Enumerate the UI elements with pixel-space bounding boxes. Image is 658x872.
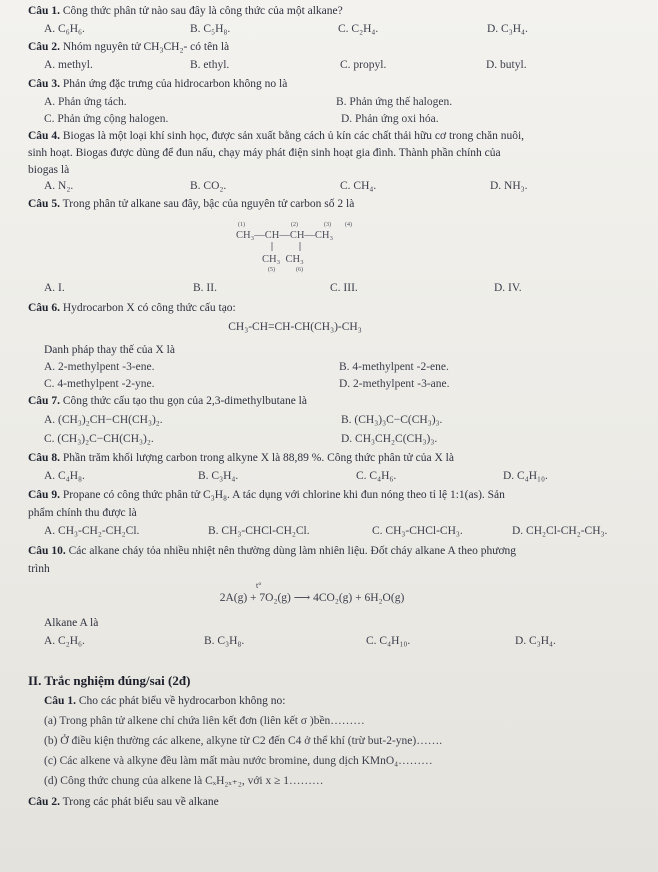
question-text: Hydrocarbon X có công thức cấu tạo: [62,302,236,314]
carbon-number-5: (5) [268,267,275,273]
question-label: Câu 1. [44,695,76,707]
q6-option-d[interactable]: D. 2-methylpent -3-ane. [339,378,450,390]
q6-option-a[interactable]: A. 2-methylpent -3-ene. [44,361,155,373]
q4-option-d[interactable]: D. NH₃. [490,180,528,192]
q3-option-d[interactable]: D. Phản ứng oxi hóa. [341,113,439,125]
question-label: Câu 1. [28,5,60,17]
question-7 [28,395,307,408]
q7-option-c[interactable]: C. (CH₃)₂C−CH(CH₃)₂. [44,433,154,445]
q7-option-a[interactable]: A. (CH₃)₂CH−CH(CH₃)₂. [44,414,163,426]
q1-option-b[interactable]: B. C₅H₈. [190,23,231,35]
question-text-line-3: biogas là [28,164,70,176]
statement-b[interactable]: (b) Ở điều kiện thường các alkene, alkyne từ C2 đến C4 ở thể khí (trừ but-2-yne)……. [44,735,443,747]
q8-option-b[interactable]: B. C₃H₄. [198,470,239,482]
question-label: Câu 4. [28,130,60,142]
statement-c[interactable]: (c) Các alkene và alkyne đều làm mất màu nước bromine, dung dịch KMnO₄……… [44,755,433,767]
question-text-line-1: Các alkane cháy tỏa nhiều nhiệt nên thường dùng làm nhiên liệu. Đốt cháy alkane A theo phương [68,545,517,557]
q10-option-b[interactable]: B. C₃H₈. [204,635,245,647]
q4-option-b[interactable]: B. CO₂. [190,180,227,192]
question-text: Phần trăm khối lượng carbon trong alkyne X là 88,89 %. Công thức phân tử của X là [62,452,454,464]
question-6 [28,302,236,315]
section-2-question-1 [44,695,285,708]
q5-option-b[interactable]: B. II. [193,282,217,294]
q5-option-d[interactable]: D. IV. [494,282,522,294]
q4-option-a[interactable]: A. N₂. [44,180,74,192]
question-label: Câu 2. [28,41,60,53]
question-10 [28,545,516,558]
question-text: Trong các phát biểu sau về alkane [62,796,219,808]
combustion-equation: 2A(g) + 7O₂(g) ⟶ 4CO₂(g) + 6H₂O(g) [219,592,405,604]
q10-option-d[interactable]: D. C₃H₄. [515,635,556,647]
q1-option-a[interactable]: A. C₆H₆. [44,23,85,35]
q9-option-a[interactable]: A. CH₃-CH₂-CH₂Cl. [44,525,140,537]
question-label: Câu 8. [28,452,60,464]
statement-d[interactable]: (d) Công thức chung của alkene là CₓH₂ₓ₊₂, với x ≥ 1……… [44,775,324,787]
question-label: Câu 2. [28,796,60,808]
carbon-number-1: (1) [238,222,245,228]
question-text: Công thức cấu tạo thu gọn của 2,3-dimethylbutane là [62,395,307,407]
structural-formula: CH₃-CH=CH-CH(CH₃)-CH₃ [228,321,362,333]
question-label: Câu 3. [28,78,60,90]
reaction-condition-label: t° [256,581,262,590]
q1-option-d[interactable]: D. C₃H₄. [487,23,528,35]
question-label: Câu 10. [28,545,66,557]
question-label: Câu 5. [28,198,60,210]
question-text: Công thức phân tử nào sau đây là công thức của một alkane? [62,5,343,17]
q10-option-c[interactable]: C. C₄H₁₀. [366,635,411,647]
q2-option-a[interactable]: A. methyl. [44,59,93,71]
q3-option-a[interactable]: A. Phản ứng tách. [44,96,127,108]
question-text: Cho các phát biểu về hydrocarbon không no: [78,695,286,707]
question-text-line-1: Biogas là một loại khí sinh học, được sản xuất bằng cách ủ kín các chất thải hữu cơ trong chăn nuôi, [62,130,525,142]
q7-option-d[interactable]: D. CH₃CH₂C(CH₃)₃. [341,433,438,445]
structure-branches: CH₃ CH₃ [262,254,304,265]
q9-option-b[interactable]: B. CH₃-CHCl-CH₂Cl. [208,525,310,537]
question-text: Trong phân tử alkane sau đây, bậc của nguyên tử carbon số 2 là [62,198,355,210]
q5-option-c[interactable]: C. III. [330,282,358,294]
question-label: Câu 6. [28,302,60,314]
q6-option-b[interactable]: B. 4-methylpent -2-ene. [339,361,449,373]
q8-option-c[interactable]: C. C₄H₆. [356,470,397,482]
q3-option-c[interactable]: C. Phản ứng cộng halogen. [44,113,169,125]
section-2-question-2 [28,796,219,809]
q2-option-d[interactable]: D. butyl. [486,59,527,71]
q8-option-d[interactable]: D. C₄H₁₀. [503,470,548,482]
q10-option-a[interactable]: A. C₂H₆. [44,635,85,647]
carbon-number-6: (6) [296,267,303,273]
q1-option-c[interactable]: C. C₂H₄. [338,23,379,35]
q8-option-a[interactable]: A. C₄H₈. [44,470,85,482]
q7-option-b[interactable]: B. (CH₃)₃C−C(CH₃)₃. [341,414,443,426]
q9-option-c[interactable]: C. CH₃-CHCl-CH₃. [372,525,463,537]
question-8 [28,452,454,465]
question-label: Câu 7. [28,395,60,407]
question-label: Câu 9. [28,489,60,501]
question-text-line-1: Propane có công thức phân tử C₃H₈. A tác dụng với chlorine khi đun nóng theo tỉ lệ 1:1(as). Sản [62,489,505,501]
question-subtext: Danh pháp thay thế của X là [44,344,175,356]
section-title: II. Trắc nghiệm đúng/sai (2đ) [28,673,191,688]
q3-option-b[interactable]: B. Phản ứng thế halogen. [336,96,453,108]
q2-option-c[interactable]: C. propyl. [340,59,387,71]
question-text-line-2: trình [28,563,50,575]
question-text-line-2: sinh hoạt. Biogas được dùng để đun nấu, chạy máy phát điện sinh hoạt gia đình. Thành phần chính của [28,147,501,159]
question-text-line-2: phẩm chính thu được là [28,507,137,519]
question-text: Phản ứng đặc trưng của hidrocarbon không no là [62,78,288,90]
q2-option-b[interactable]: B. ethyl. [190,59,230,71]
q9-option-d[interactable]: D. CH₂Cl-CH₂-CH₃. [512,525,608,537]
question-text: Nhóm nguyên tử CH₃CH₂- có tên là [62,41,230,53]
q6-option-c[interactable]: C. 4-methylpent -2-yne. [44,378,155,390]
statement-a[interactable]: (a) Trong phân tử alkene chỉ chứa liên kết đơn (liên kết σ )bền……… [44,715,365,727]
question-subtext: Alkane A là [44,617,99,629]
carbon-number-3: (3) [324,222,331,228]
question-9 [28,489,505,502]
alkane-structure-diagram [0,0,658,300]
q4-option-c[interactable]: C. CH₄. [340,180,377,192]
carbon-number-4: (4) [345,222,352,228]
q5-option-a[interactable]: A. I. [44,282,65,294]
structure-main-chain: CH₃—CH—CH—CH₃ [236,230,334,241]
carbon-number-2: (2) [291,222,298,228]
